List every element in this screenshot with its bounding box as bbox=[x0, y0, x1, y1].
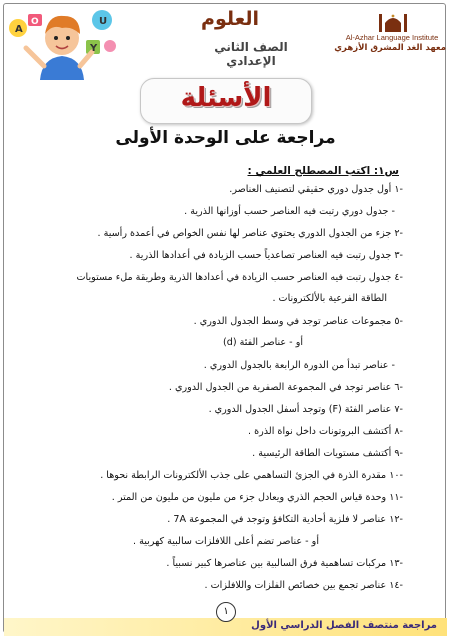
grade-label: الصف الثاني الإعدادي bbox=[214, 40, 288, 68]
institute-name-en: Al-Azhar Language Institute bbox=[345, 33, 439, 42]
mosque-logo-icon bbox=[376, 10, 410, 34]
question-item: - عناصر تبدأ من الدورة الرابعة بالجدول الدوري . bbox=[203, 360, 395, 371]
question-item: -١٠ مقدرة الذرة في الجزئ التساهمي على جذب الألكترونات الرابطة نحوها . bbox=[100, 470, 403, 481]
question-item: الطاقة الفرعية بالألكترونات . bbox=[272, 293, 387, 304]
question-item: -٥ مجموعات عناصر توجد في وسط الجدول الدوري . bbox=[193, 316, 403, 327]
letter-y: Y bbox=[90, 43, 98, 54]
subject-title: العلوم bbox=[201, 8, 259, 30]
question-item: -١٤ عناصر تجمع بين خصائص الفلزات واللافلزات . bbox=[204, 580, 403, 591]
question-item: -٦ عناصر توجد في المجموعة الصفرية من الجدول الدوري . bbox=[168, 382, 403, 393]
question-item: أو - عناصر الفئة (d) bbox=[222, 337, 303, 348]
question-item: -١ أول جدول دوري حقيقي لتصنيف العناصر. bbox=[229, 184, 403, 195]
question-item: -٨ أكتشف البروتونات داخل نواة الذرة . bbox=[248, 426, 403, 437]
letter-u: U bbox=[99, 16, 108, 27]
question-item: -٧ عناصر الفئة (F) وتوجد أسفل الجدول الدوري . bbox=[208, 404, 403, 415]
letter-o: O bbox=[31, 17, 39, 27]
question-item: -١٢ عناصر لا فلزية أحادية التكافؤ وتوجد في المجموعة 7A . bbox=[167, 514, 403, 525]
question-item: -٣ جدول رتبت فيه العناصر تصاعدياً حسب الزيادة في أعدادها الذرية . bbox=[129, 250, 403, 261]
banner-title: الأسئلة bbox=[180, 83, 272, 113]
letter-a: A bbox=[15, 24, 23, 35]
question-item: -١٣ مركبات تساهمية فرق السالبية بين عناصرها كبير نسبياً . bbox=[166, 558, 403, 569]
institute-logo-block bbox=[334, 10, 446, 58]
page-number: ١ bbox=[216, 602, 236, 622]
question-item: -١١ وحدة قياس الحجم الذري ويعادل جزء من مليون من مليون من المتر . bbox=[111, 492, 403, 503]
question-item: - جدول دوري رتبت فيه العناصر حسب أوزانها الذرية . bbox=[184, 206, 395, 217]
footer-text: مراجعة منتصف الفصل الدراسي الأول bbox=[251, 620, 437, 631]
question-item: أو - عناصر تضم أعلى اللافلزات سالبية كهربية . bbox=[132, 536, 319, 547]
question-heading: س١: اكتب المصطلح العلمي : bbox=[247, 165, 399, 177]
institute-name-ar: معهد الغد المشرق الأزهري bbox=[334, 43, 446, 53]
unit-title: مراجعة على الوحدة الأولى bbox=[115, 128, 336, 148]
question-item: -٤ جدول رتبت فيه العناصر حسب الزيادة في أعدادها الذرية وطريقة ملء مستويات bbox=[76, 272, 403, 283]
question-item: -٢ جزء من الجدول الدوري يحتوي عناصر لها نفس الخواص في أعمدة رأسية . bbox=[97, 228, 403, 239]
question-item: -٩ أكتشف مستويات الطاقة الرئيسية . bbox=[252, 448, 403, 459]
questions-banner bbox=[140, 78, 312, 124]
student-illustration-icon bbox=[6, 6, 118, 80]
